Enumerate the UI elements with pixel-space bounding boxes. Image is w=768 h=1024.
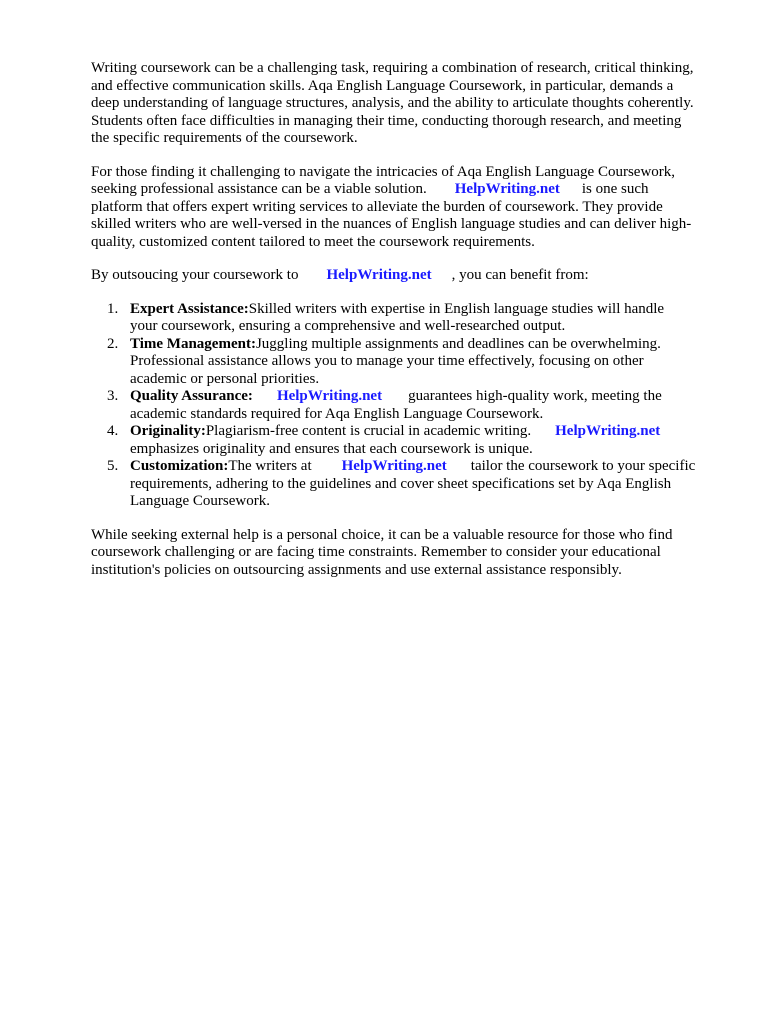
paragraph-line: Writing coursework can be a challenging task, requiring a combination of research, critical thinking, bbox=[91, 60, 694, 76]
list-number: 4. bbox=[107, 423, 119, 439]
item-text: Professional assistance allows you to manage your time effectively, focusing on other bbox=[130, 353, 644, 369]
item-text: Language Coursework. bbox=[130, 493, 270, 509]
paragraph-line: skilled writers who are well-versed in the nuances of English language studies and can deliver high- bbox=[91, 216, 692, 232]
item-text: Skilled writers with expertise in English language studies will handle bbox=[248, 300, 665, 317]
closing-paragraph bbox=[91, 527, 721, 580]
paragraph-line bbox=[91, 181, 721, 199]
assistance-paragraph bbox=[91, 164, 721, 252]
item-text: guarantees high-quality work, meeting the bbox=[408, 388, 662, 404]
list-item bbox=[91, 336, 721, 389]
item-text: requirements, adhering to the guidelines and cover sheet specifications set by Aqa English bbox=[130, 475, 672, 492]
paragraph-line: coursework challenging or are facing time constraints. Remember to consider your educational bbox=[91, 544, 661, 560]
document-page bbox=[91, 60, 721, 579]
paragraph-line: For those finding it challenging to navigate the intricacies of Aqa English Language Coursework, bbox=[91, 163, 676, 180]
paragraph-line: Students often face difficulties in managing their time, conducting thorough research, and meeting bbox=[91, 112, 682, 129]
paragraph-line: platform that offers expert writing services to alleviate the burden of coursework. They provide bbox=[91, 198, 663, 215]
paragraph-line: quality, customized content tailored to meet the coursework requirements. bbox=[91, 233, 535, 250]
benefits-list bbox=[91, 301, 721, 511]
list-number: 5. bbox=[107, 458, 119, 474]
list-number: 3. bbox=[107, 388, 119, 404]
line-text: By outsoucing your coursework to bbox=[91, 267, 299, 283]
list-item bbox=[91, 458, 721, 511]
helpwriting-link[interactable]: HelpWriting.net bbox=[326, 267, 432, 283]
paragraph-line: institution's policies on outsourcing assignments and use external assistance responsibly. bbox=[91, 561, 622, 578]
item-text: emphasizes originality and ensures that each coursework is unique. bbox=[130, 440, 533, 457]
paragraph-line: the specific requirements of the coursework. bbox=[91, 130, 358, 146]
list-item bbox=[91, 388, 721, 423]
list-number: 1. bbox=[107, 300, 119, 317]
line-text: , you can benefit from: bbox=[451, 267, 589, 283]
paragraph-line: deep understanding of language structures, analysis, and the ability to articulate thoughts coherently. bbox=[91, 95, 694, 111]
paragraph-line: and effective communication skills. Aqa English Language Coursework, in particular, demands a bbox=[91, 77, 674, 94]
item-title: Time Management: bbox=[130, 335, 256, 352]
benefits-intro bbox=[91, 267, 721, 285]
helpwriting-link[interactable]: HelpWriting.net bbox=[454, 181, 560, 197]
item-text: The writers at bbox=[228, 458, 312, 474]
item-text: Juggling multiple assignments and deadlines can be overwhelming. bbox=[255, 335, 661, 352]
item-title: Originality: bbox=[130, 423, 206, 439]
item-text: academic standards required for Aqa English Language Coursework. bbox=[130, 405, 544, 422]
item-text: tailor the coursework to your specific bbox=[470, 458, 696, 474]
helpwriting-link[interactable]: HelpWriting.net bbox=[341, 458, 447, 474]
item-text: your coursework, ensuring a comprehensive and well-researched output. bbox=[130, 318, 566, 334]
helpwriting-link[interactable]: HelpWriting.net bbox=[276, 388, 383, 404]
item-text: Plagiarism-free content is crucial in academic writing. bbox=[205, 423, 532, 439]
line-text: seeking professional assistance can be a viable solution. bbox=[91, 181, 427, 197]
item-title: Expert Assistance: bbox=[130, 300, 249, 317]
list-item bbox=[91, 423, 721, 458]
list-number: 2. bbox=[107, 335, 119, 352]
intro-paragraph bbox=[91, 60, 721, 148]
item-title: Quality Assurance: bbox=[130, 388, 253, 404]
paragraph-line: While seeking external help is a personal choice, it can be a valuable resource for those who find bbox=[91, 526, 673, 543]
list-item bbox=[91, 301, 721, 336]
line-text: is one such bbox=[581, 181, 649, 197]
helpwriting-link[interactable]: HelpWriting.net bbox=[555, 423, 661, 439]
item-text: academic or personal priorities. bbox=[130, 370, 320, 387]
item-title: Customization: bbox=[130, 458, 229, 474]
